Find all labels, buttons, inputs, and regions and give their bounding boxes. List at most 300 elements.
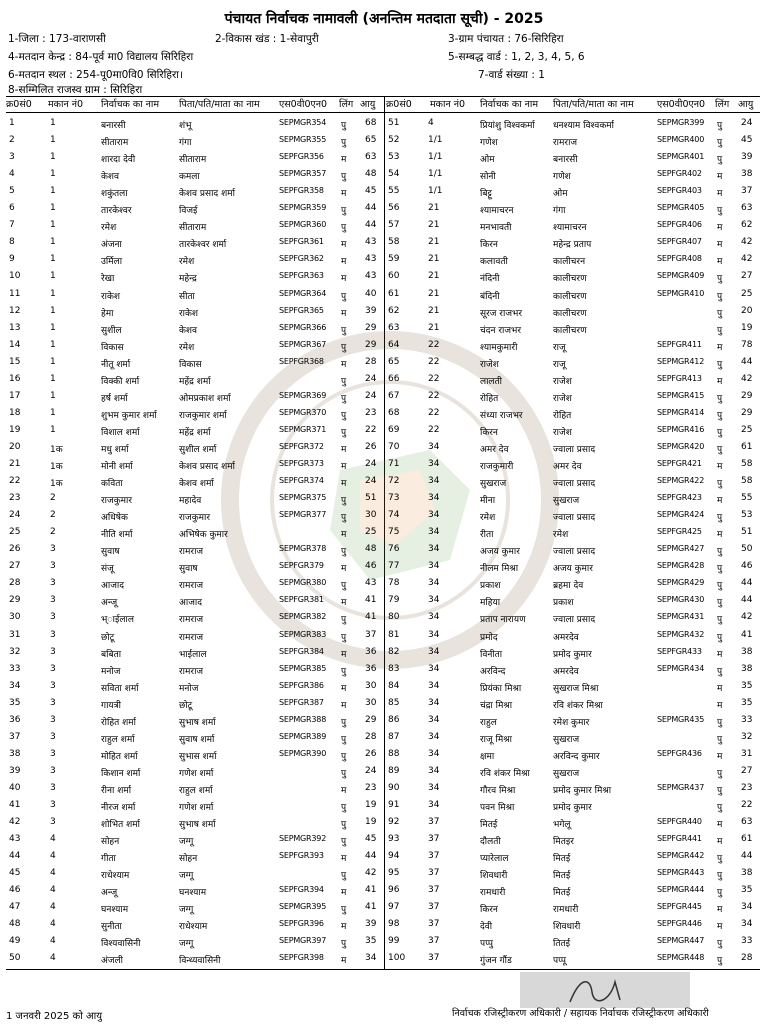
relative-name: ज्वाला प्रसाद bbox=[553, 513, 596, 524]
house-number: 21 bbox=[428, 203, 440, 214]
svn-code: SEPFGR362 bbox=[279, 254, 324, 264]
house-number: 1/1 bbox=[428, 135, 443, 146]
serial-number: 40 bbox=[9, 782, 21, 793]
voter-name: सोनी bbox=[480, 172, 496, 183]
age: 25 bbox=[365, 527, 377, 538]
voter-name: नीरज शर्मा bbox=[101, 803, 136, 813]
voter-name: रवि शंकर मिश्रा bbox=[480, 768, 530, 779]
voter-name: लालती bbox=[480, 376, 502, 387]
house-number: 3 bbox=[50, 782, 56, 793]
serial-number: 67 bbox=[388, 390, 400, 401]
serial-number: 17 bbox=[9, 390, 21, 401]
ward-number-field: 7-वार्ड संख्या : 1 bbox=[478, 69, 545, 81]
voter-name: रेखा bbox=[101, 274, 115, 285]
svn-code: SEPMGR378 bbox=[279, 544, 327, 554]
gender: पु bbox=[341, 206, 347, 217]
gender: पु bbox=[341, 751, 347, 762]
relative-name: सुभाष शर्मा bbox=[179, 820, 216, 831]
gender: पु bbox=[341, 223, 347, 234]
house-number: 1क bbox=[50, 444, 63, 455]
house-number: 1 bbox=[50, 390, 56, 401]
gender: म bbox=[717, 683, 723, 694]
serial-number: 20 bbox=[9, 441, 21, 452]
age: 29 bbox=[365, 339, 377, 350]
col-svn-header: एस0वी0एन0 bbox=[657, 99, 706, 110]
house-number: 1 bbox=[50, 254, 56, 265]
age: 26 bbox=[365, 748, 377, 759]
col-svn-header: एस0वी0एन0 bbox=[279, 99, 328, 110]
voter-name: घनश्याम bbox=[101, 905, 129, 916]
age: 29 bbox=[741, 407, 753, 418]
gender: पु bbox=[717, 956, 723, 967]
relative-name: राहुल शर्मा bbox=[179, 785, 213, 796]
gender: म bbox=[341, 564, 347, 575]
table-row bbox=[0, 526, 768, 543]
house-number: 21 bbox=[428, 271, 440, 282]
svn-code: SEPFGR387 bbox=[279, 697, 324, 707]
age: 63 bbox=[741, 203, 753, 214]
age: 27 bbox=[741, 765, 753, 776]
svn-code: SEPMGR369 bbox=[279, 390, 327, 400]
table-row bbox=[0, 543, 768, 560]
relative-name: सुभास शर्मा bbox=[179, 751, 217, 762]
gender: म bbox=[341, 530, 347, 541]
house-number: 22 bbox=[428, 390, 440, 401]
serial-number: 43 bbox=[9, 834, 21, 845]
voter-name: सविता शर्मा bbox=[101, 683, 139, 694]
voter-name: अजय कुमार bbox=[480, 547, 520, 558]
table-row bbox=[0, 816, 768, 833]
table-row bbox=[0, 782, 768, 799]
gender: पु bbox=[717, 155, 723, 166]
voter-name: राजेश bbox=[480, 359, 499, 370]
voter-name: रामधारी bbox=[480, 888, 506, 899]
gender: पु bbox=[341, 581, 347, 592]
house-number: 1/1 bbox=[428, 152, 443, 163]
serial-number: 49 bbox=[9, 936, 21, 947]
svn-code: SEPMGR429 bbox=[657, 578, 705, 588]
gender: पु bbox=[717, 513, 723, 524]
age: 30 bbox=[365, 510, 377, 521]
voter-name: नीति शर्मा bbox=[101, 530, 133, 541]
voter-name: प्रताप नारायण bbox=[480, 615, 526, 626]
voter-name: सीताराम bbox=[101, 138, 129, 149]
serial-number: 21 bbox=[9, 459, 21, 469]
gender: पु bbox=[341, 496, 347, 507]
voter-name: दौलती bbox=[480, 837, 501, 848]
serial-number: 96 bbox=[388, 885, 400, 896]
officer-designation: निर्वाचक रजिस्ट्रीकरण अधिकारी / सहायक निर्वाचक रजिस्ट्रीकरण अधिकारी bbox=[452, 1008, 709, 1019]
svn-code: SEPFGR403 bbox=[657, 186, 702, 196]
age: 43 bbox=[365, 254, 377, 265]
gender: म bbox=[717, 649, 723, 660]
serial-number: 28 bbox=[9, 578, 21, 589]
svn-code: SEPFGR373 bbox=[279, 459, 324, 468]
voter-name: अमर देव bbox=[480, 444, 509, 455]
age: 41 bbox=[365, 885, 377, 896]
age: 42 bbox=[741, 612, 753, 623]
gender: पु bbox=[341, 410, 347, 421]
gender: म bbox=[341, 598, 347, 609]
gender: पु bbox=[717, 359, 723, 370]
house-number: 3 bbox=[50, 680, 56, 691]
age: 39 bbox=[365, 919, 377, 930]
age: 25 bbox=[741, 424, 753, 435]
svn-code: SEPFGR446 bbox=[657, 919, 702, 929]
age: 38 bbox=[741, 663, 753, 674]
house-number: 34 bbox=[428, 680, 440, 691]
gender: पु bbox=[717, 206, 723, 217]
svn-code: SEPMGR354 bbox=[279, 118, 327, 127]
gender: म bbox=[717, 240, 723, 251]
serial-number: 88 bbox=[388, 748, 400, 759]
polling-centre-field: 4-मतदान केन्द्र : 84-पूर्व मा0 विद्यालय सिरिहिरा bbox=[8, 51, 194, 63]
gender: पु bbox=[717, 785, 723, 796]
voter-name: राहुल शर्मा bbox=[101, 734, 135, 745]
age: 30 bbox=[365, 697, 377, 708]
age: 53 bbox=[741, 510, 753, 521]
age: 44 bbox=[365, 851, 377, 862]
age-reference-note: 1 जनवरी 2025 को आयु bbox=[6, 1011, 103, 1022]
age: 78 bbox=[741, 339, 753, 350]
svn-code: SEPMGR415 bbox=[657, 390, 705, 400]
voter-name: राजकुमारी bbox=[480, 462, 514, 472]
age: 34 bbox=[365, 953, 377, 964]
svn-code: SEPFGR368 bbox=[279, 356, 324, 366]
age: 65 bbox=[365, 135, 377, 146]
svn-code: SEPFGR393 bbox=[279, 851, 324, 861]
house-number: 3 bbox=[50, 731, 56, 742]
relative-name: सुशील शर्मा bbox=[179, 444, 217, 455]
gender: म bbox=[717, 342, 723, 353]
age: 19 bbox=[365, 817, 377, 828]
table-row bbox=[0, 952, 768, 969]
relative-name: विकास bbox=[179, 359, 202, 370]
relative-name: रोहित bbox=[553, 410, 572, 421]
age: 31 bbox=[741, 748, 753, 759]
relative-name: जग्गू bbox=[179, 905, 194, 916]
house-number: 1 bbox=[50, 339, 56, 350]
voter-name: महिया bbox=[480, 598, 501, 609]
house-number: 4 bbox=[50, 834, 56, 845]
svn-code: SEPFGR361 bbox=[279, 237, 324, 247]
voter-name: मधु शर्मा bbox=[101, 444, 129, 455]
svn-code: SEPMGR444 bbox=[657, 885, 705, 895]
voter-name: अंजना bbox=[101, 240, 122, 251]
serial-number: 11 bbox=[9, 288, 21, 299]
svn-code: SEPMGR371 bbox=[279, 424, 327, 434]
svn-code: SEPMGR390 bbox=[279, 748, 327, 758]
serial-number: 51 bbox=[388, 118, 400, 128]
table-row bbox=[0, 577, 768, 594]
house-number: 1 bbox=[50, 220, 56, 231]
serial-number: 45 bbox=[9, 868, 21, 879]
relative-name: रामराज bbox=[179, 632, 204, 643]
gender: पु bbox=[341, 632, 347, 643]
serial-number: 7 bbox=[9, 220, 15, 231]
house-number: 37 bbox=[428, 936, 440, 947]
house-number: 3 bbox=[50, 765, 56, 776]
table-row bbox=[0, 765, 768, 782]
table-row bbox=[0, 236, 768, 253]
age: 41 bbox=[365, 595, 377, 606]
relative-name: महेंद्र शर्मा bbox=[179, 427, 211, 438]
serial-number: 8 bbox=[9, 237, 15, 248]
table-row bbox=[0, 202, 768, 219]
house-number: 34 bbox=[428, 441, 440, 452]
house-number: 1 bbox=[50, 169, 56, 180]
gender: म bbox=[717, 700, 723, 711]
col-name-header: निर्वाचक का नाम bbox=[101, 99, 160, 110]
table-row bbox=[0, 253, 768, 270]
serial-number: 56 bbox=[388, 203, 400, 214]
serial-number: 74 bbox=[388, 510, 400, 521]
table-row bbox=[0, 288, 768, 305]
age: 20 bbox=[741, 305, 753, 316]
voter-name: भ्ाईलाल bbox=[101, 615, 134, 626]
gender: पु bbox=[717, 479, 723, 490]
serial-number: 27 bbox=[9, 561, 21, 572]
serial-number: 15 bbox=[9, 356, 21, 367]
relative-name: रमेश bbox=[179, 257, 195, 268]
age: 50 bbox=[741, 544, 753, 555]
gender: पु bbox=[717, 427, 723, 438]
gender: म bbox=[341, 700, 347, 711]
house-number: 37 bbox=[428, 834, 440, 845]
serial-number: 2 bbox=[9, 135, 15, 146]
gender: पु bbox=[717, 291, 723, 302]
voter-name: गणेश bbox=[480, 138, 498, 149]
col-serial-header: क्र0सं0 bbox=[386, 99, 412, 110]
relative-name: मितई bbox=[553, 854, 571, 865]
house-number: 34 bbox=[428, 544, 440, 555]
svn-code: SEPFGR411 bbox=[657, 339, 702, 349]
voter-name: अन्जू bbox=[101, 598, 118, 609]
gender: म bbox=[717, 172, 723, 183]
svn-code: SEPMGR367 bbox=[279, 339, 327, 349]
house-number: 34 bbox=[428, 697, 440, 708]
gender: पु bbox=[341, 820, 347, 831]
gender: पु bbox=[341, 172, 347, 183]
relative-name: राधेश्याम bbox=[179, 922, 208, 933]
house-number: 1 bbox=[50, 271, 56, 282]
relative-name: कमला bbox=[179, 172, 200, 183]
svn-code: SEPMGR405 bbox=[657, 203, 705, 213]
age: 33 bbox=[741, 714, 753, 725]
serial-number: 3 bbox=[9, 152, 15, 163]
age: 63 bbox=[741, 817, 753, 828]
age: 42 bbox=[365, 868, 377, 879]
voter-name: विक्की शर्मा bbox=[101, 376, 140, 387]
voter-name: सुवाष bbox=[101, 547, 120, 558]
gender: पु bbox=[717, 410, 723, 421]
table-row bbox=[0, 611, 768, 628]
house-number: 3 bbox=[50, 663, 56, 674]
relative-name: गणेश शर्मा bbox=[179, 803, 214, 813]
voter-name: मोनी शर्मा bbox=[101, 462, 133, 472]
voter-name: पवन मिश्रा bbox=[480, 803, 515, 813]
serial-number: 84 bbox=[388, 680, 400, 691]
gram-panchayat-field: 3-ग्राम पंचायत : 76-सिरिहिरा bbox=[448, 33, 564, 45]
house-number: 1 bbox=[50, 305, 56, 316]
age: 58 bbox=[741, 476, 753, 487]
relative-name: तितई bbox=[553, 939, 571, 950]
gender: म bbox=[341, 155, 347, 166]
svn-code: SEPFGR402 bbox=[657, 169, 702, 179]
relative-name: ओम bbox=[553, 189, 568, 200]
table-row bbox=[0, 339, 768, 356]
col-age-header: आयु bbox=[738, 99, 754, 110]
table-row bbox=[0, 168, 768, 185]
col-age-header: आयु bbox=[360, 99, 376, 110]
serial-number: 60 bbox=[388, 271, 400, 282]
gender: पु bbox=[717, 121, 723, 131]
table-row bbox=[0, 663, 768, 680]
age: 32 bbox=[741, 731, 753, 742]
serial-number: 30 bbox=[9, 612, 21, 623]
col-relative-header: पिता/पति/माता का नाम bbox=[553, 99, 634, 110]
gender: म bbox=[341, 785, 347, 796]
page-title: पंचायत निर्वाचक नामावली (अनन्तिम मतदाता सूची) - 2025 bbox=[224, 11, 544, 27]
age: 28 bbox=[365, 356, 377, 367]
serial-number: 91 bbox=[388, 800, 400, 810]
serial-number: 6 bbox=[9, 203, 15, 214]
house-number: 1क bbox=[50, 462, 63, 472]
serial-number: 97 bbox=[388, 902, 400, 913]
gender: पु bbox=[341, 138, 347, 149]
age: 45 bbox=[741, 135, 753, 146]
voter-name: कविता bbox=[101, 479, 123, 490]
house-number: 34 bbox=[428, 459, 440, 469]
serial-number: 57 bbox=[388, 220, 400, 231]
relative-name: सुखराज bbox=[553, 768, 580, 779]
relative-name: सुवाष bbox=[179, 564, 198, 575]
voter-name: गौरव मिश्रा bbox=[480, 785, 516, 796]
house-number: 1 bbox=[50, 373, 56, 384]
age: 27 bbox=[741, 271, 753, 282]
serial-number: 31 bbox=[9, 629, 21, 640]
svn-code: SEPMGR359 bbox=[279, 203, 327, 213]
serial-number: 93 bbox=[388, 834, 400, 845]
house-number: 1 bbox=[50, 424, 56, 435]
table-row bbox=[0, 219, 768, 236]
relative-name: सीताराम bbox=[179, 223, 207, 234]
relative-name: भाईलाल bbox=[179, 649, 207, 660]
relative-name: रामराज bbox=[179, 666, 204, 677]
serial-number: 94 bbox=[388, 851, 400, 862]
table-row bbox=[0, 833, 768, 850]
gender: पु bbox=[717, 803, 723, 813]
relative-name: राजेश bbox=[553, 376, 572, 387]
voter-name: मीना bbox=[480, 496, 496, 507]
voter-name: देवी bbox=[480, 922, 493, 933]
serial-number: 1 bbox=[9, 118, 15, 128]
age: 22 bbox=[741, 800, 753, 810]
voter-name: श्यामाचरन bbox=[480, 206, 514, 217]
house-number: 3 bbox=[50, 714, 56, 725]
voter-name: संजू bbox=[101, 564, 114, 575]
age: 29 bbox=[365, 714, 377, 725]
house-number: 37 bbox=[428, 885, 440, 896]
gender: पु bbox=[717, 564, 723, 575]
svn-code: SEPFGR356 bbox=[279, 152, 324, 162]
age: 24 bbox=[365, 459, 377, 469]
col-house-header: मकान नं0 bbox=[430, 99, 466, 110]
gender: पु bbox=[717, 581, 723, 592]
voter-name: गीता bbox=[101, 854, 116, 865]
relative-name: मितई bbox=[553, 888, 571, 899]
gender: पु bbox=[341, 547, 347, 558]
age: 43 bbox=[365, 237, 377, 248]
gender: पु bbox=[341, 939, 347, 950]
relative-name: रमेश bbox=[553, 530, 569, 541]
svn-code: SEPFGR445 bbox=[657, 902, 702, 912]
relative-name: गणेश शर्मा bbox=[179, 768, 214, 779]
relative-name: मनोज bbox=[179, 683, 199, 694]
age: 24 bbox=[365, 765, 377, 776]
svn-code: SEPMGR434 bbox=[657, 663, 705, 673]
svn-code: SEPMGR414 bbox=[657, 407, 705, 417]
relative-name: शंभू bbox=[179, 121, 192, 131]
gender: पु bbox=[717, 666, 723, 677]
gender: पु bbox=[717, 734, 723, 745]
gender: पु bbox=[717, 632, 723, 643]
serial-number: 99 bbox=[388, 936, 400, 947]
house-number: 37 bbox=[428, 919, 440, 930]
voter-name: उर्मिला bbox=[101, 257, 123, 268]
relative-name: सुखराज bbox=[553, 496, 580, 507]
voter-name: राजू मिश्रा bbox=[480, 734, 512, 745]
gender: पु bbox=[341, 615, 347, 626]
voter-name: बनारसी bbox=[101, 121, 126, 131]
relative-name: छोटू bbox=[179, 700, 193, 711]
voter-name: रीना शर्मा bbox=[101, 785, 132, 796]
age: 44 bbox=[741, 851, 753, 862]
officer-signature bbox=[520, 972, 690, 1008]
serial-number: 19 bbox=[9, 424, 21, 435]
svn-code: SEPMGR380 bbox=[279, 578, 327, 588]
serial-number: 79 bbox=[388, 595, 400, 606]
gender: म bbox=[341, 308, 347, 319]
house-number: 21 bbox=[428, 237, 440, 248]
age: 22 bbox=[365, 424, 377, 435]
voter-name: राधेश्याम bbox=[101, 871, 130, 882]
relative-name: केशव शर्मा bbox=[179, 479, 214, 490]
house-number: 2 bbox=[50, 493, 56, 504]
svn-code: SEPFGR379 bbox=[279, 561, 324, 571]
relative-name: ज्वाला प्रसाद bbox=[553, 479, 596, 490]
age: 41 bbox=[365, 902, 377, 913]
relative-name: विजई bbox=[179, 206, 198, 217]
gender: पु bbox=[341, 121, 347, 131]
house-number: 34 bbox=[428, 663, 440, 674]
serial-number: 100 bbox=[388, 953, 406, 964]
col-name-header: निर्वाचक का नाम bbox=[480, 99, 539, 110]
gender: म bbox=[717, 376, 723, 387]
age: 43 bbox=[365, 578, 377, 589]
table-row bbox=[0, 901, 768, 918]
voter-name: किशान शर्मा bbox=[101, 768, 141, 779]
svn-code: SEPFGR425 bbox=[657, 527, 702, 537]
table-row bbox=[0, 714, 768, 731]
age: 36 bbox=[365, 646, 377, 657]
age: 26 bbox=[365, 441, 377, 452]
house-number: 21 bbox=[428, 254, 440, 265]
relative-name: सुखराज मिश्रा bbox=[553, 683, 599, 694]
gender: म bbox=[717, 820, 723, 831]
house-number: 1/1 bbox=[428, 186, 443, 197]
gender: म bbox=[717, 462, 723, 472]
